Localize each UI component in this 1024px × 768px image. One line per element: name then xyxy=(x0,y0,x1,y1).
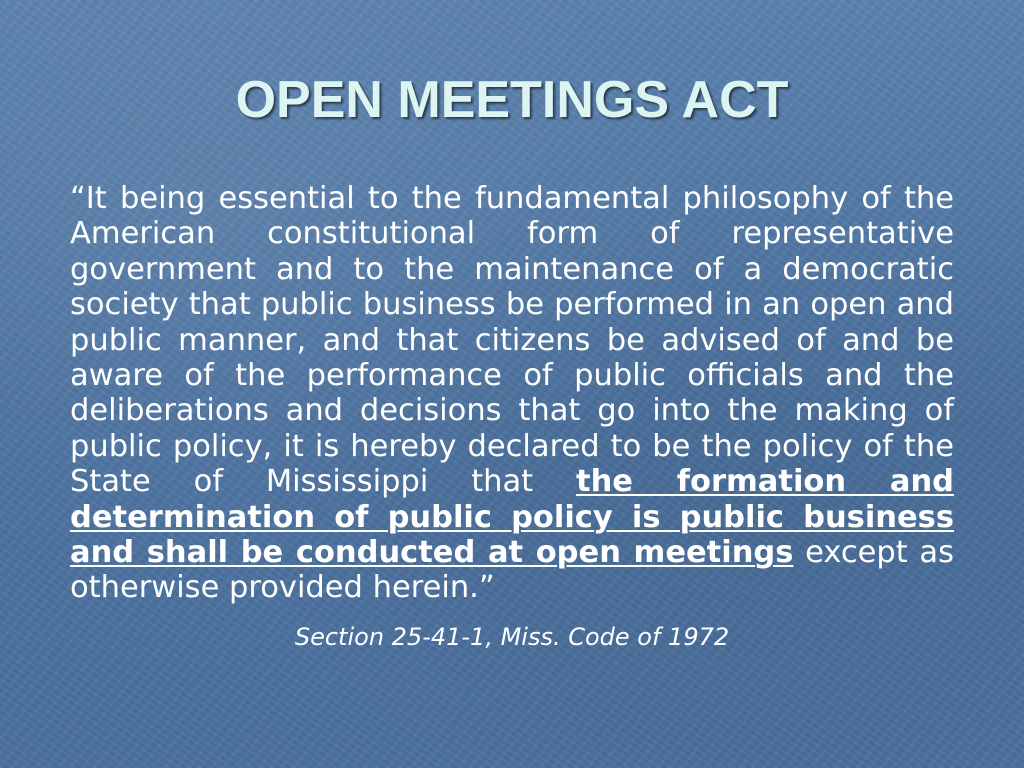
citation-text: Section 25-41-1, Miss. Code of 1972 xyxy=(294,623,730,651)
slide-title: OPEN MEETINGS ACT xyxy=(235,71,789,129)
quote-intro-text: “It being essential to the fundamental philosophy of the American constitutional form of representative government and to the maintenance of a democratic society that public business be performed in an open and public manner, and that citizens be advised of and be aware of the performance of public officials and the deliberations and decisions that go into the making of public policy, it is hereby declared to be the policy of the State of Mississippi that xyxy=(70,181,954,500)
quote-paragraph xyxy=(70,181,954,606)
quote-emphasis-text: the formation and determination of public policy is public business and shall be conducted at open meetings xyxy=(70,464,954,571)
quote-ending-text: except as otherwise provided herein.” xyxy=(70,535,954,606)
